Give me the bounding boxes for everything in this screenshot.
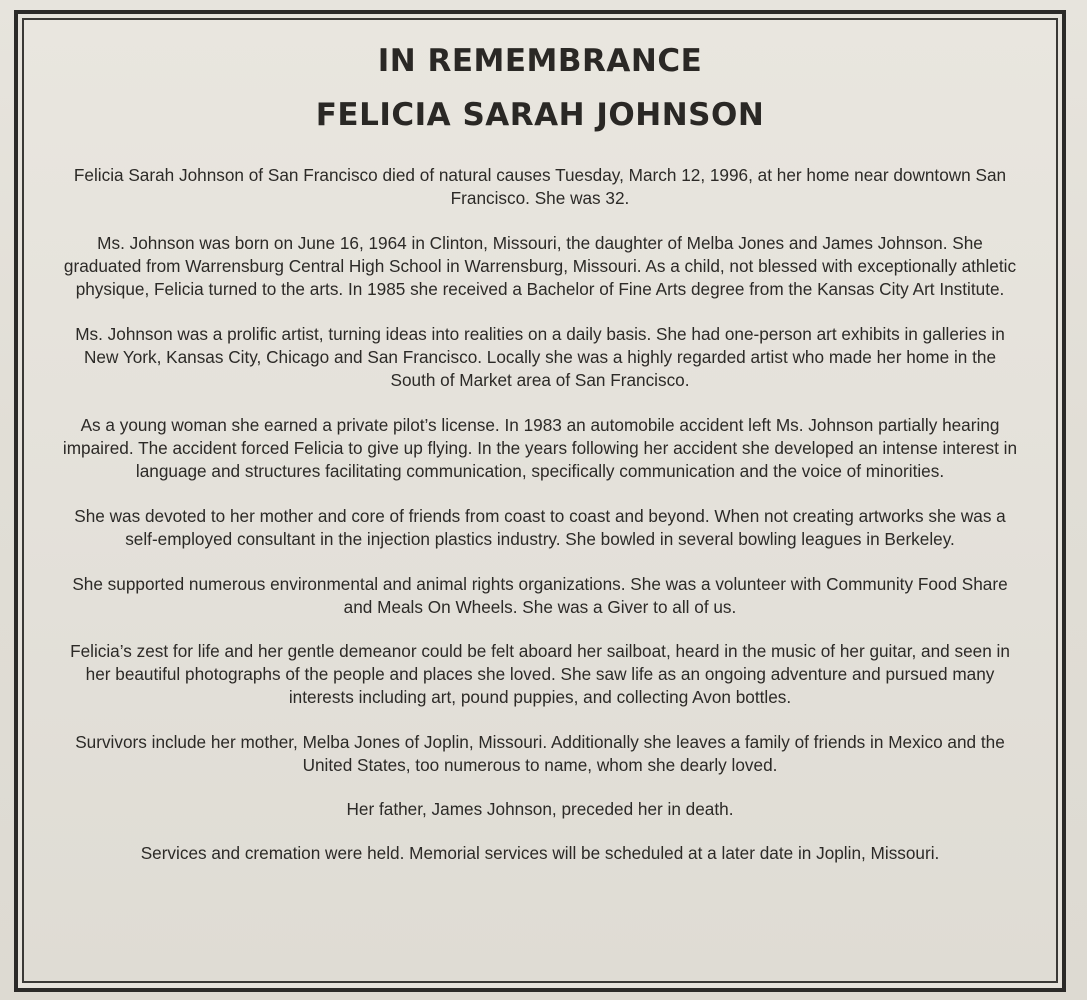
paragraph-pilot: As a young woman she earned a private pilot’s license. In 1983 an automobile accident left Ms. Johnson partially hearing impaired. The accident forced Felicia to give up flying. In the years following her accident she developed an intense interest in language and structures facilitating communication, specifically communication and the voice of minorities. [62, 415, 1018, 481]
paragraph-death: Felicia Sarah Johnson of San Francisco died of natural causes Tuesday, March 12, 1996, at her home near downtown San Francisco. She was 32. [73, 165, 1007, 208]
paragraph-volunteer: She supported numerous environmental and animal rights organizations. She was a volunteer with Community Food Share and Meals On Wheels. She was a Giver to all of us. [72, 574, 1008, 617]
paragraph-zest: Felicia’s zest for life and her gentle demeanor could be felt aboard her sailboat, heard in the music of her guitar, and seen in her beautiful photographs of the people and places she loved. She saw life as an ongoing adventure and pursued many interests including art, pound puppies, and collecting Avon bottles. [70, 641, 1010, 707]
paragraph-devotion: She was devoted to her mother and core of friends from coast to coast and beyond. When not creating artworks she was a self-employed consultant in the injection plastics industry. She bowled in several bowling leagues in Berkeley. [74, 506, 1006, 549]
notice-body [62, 164, 1018, 865]
obituary-notice [24, 20, 1056, 981]
notice-heading-remembrance: IN REMEMBRANCE [377, 43, 703, 79]
paragraph-survivors: Survivors include her mother, Melba Jones of Joplin, Missouri. Additionally she leaves a family of friends in Mexico and the United States, too numerous to name, whom she dearly loved. [75, 732, 1005, 775]
paragraph-artist: Ms. Johnson was a prolific artist, turning ideas into realities on a daily basis. She had one-person art exhibits in galleries in New York, Kansas City, Chicago and San Francisco. Locally she was a highly regarded artist who made her home in the South of Market area of San Francisco. [75, 324, 1005, 390]
paragraph-father: Her father, James Johnson, preceded her in death. [346, 799, 734, 819]
paragraph-early-life: Ms. Johnson was born on June 16, 1964 in Clinton, Missouri, the daughter of Melba Jones and James Johnson. She graduated from Warrensburg Central High School in Warrensburg, Missouri. As a child, not blessed with exceptionally athletic physique, Felicia turned to the arts. In 1985 she received a Bachelor of Fine Arts degree from the Kansas City Art Institute. [63, 233, 1017, 299]
paragraph-services: Services and cremation were held. Memorial services will be scheduled at a later date in Joplin, Missouri. [140, 843, 940, 863]
notice-heading-name: FELICIA SARAH JOHNSON [315, 97, 765, 133]
